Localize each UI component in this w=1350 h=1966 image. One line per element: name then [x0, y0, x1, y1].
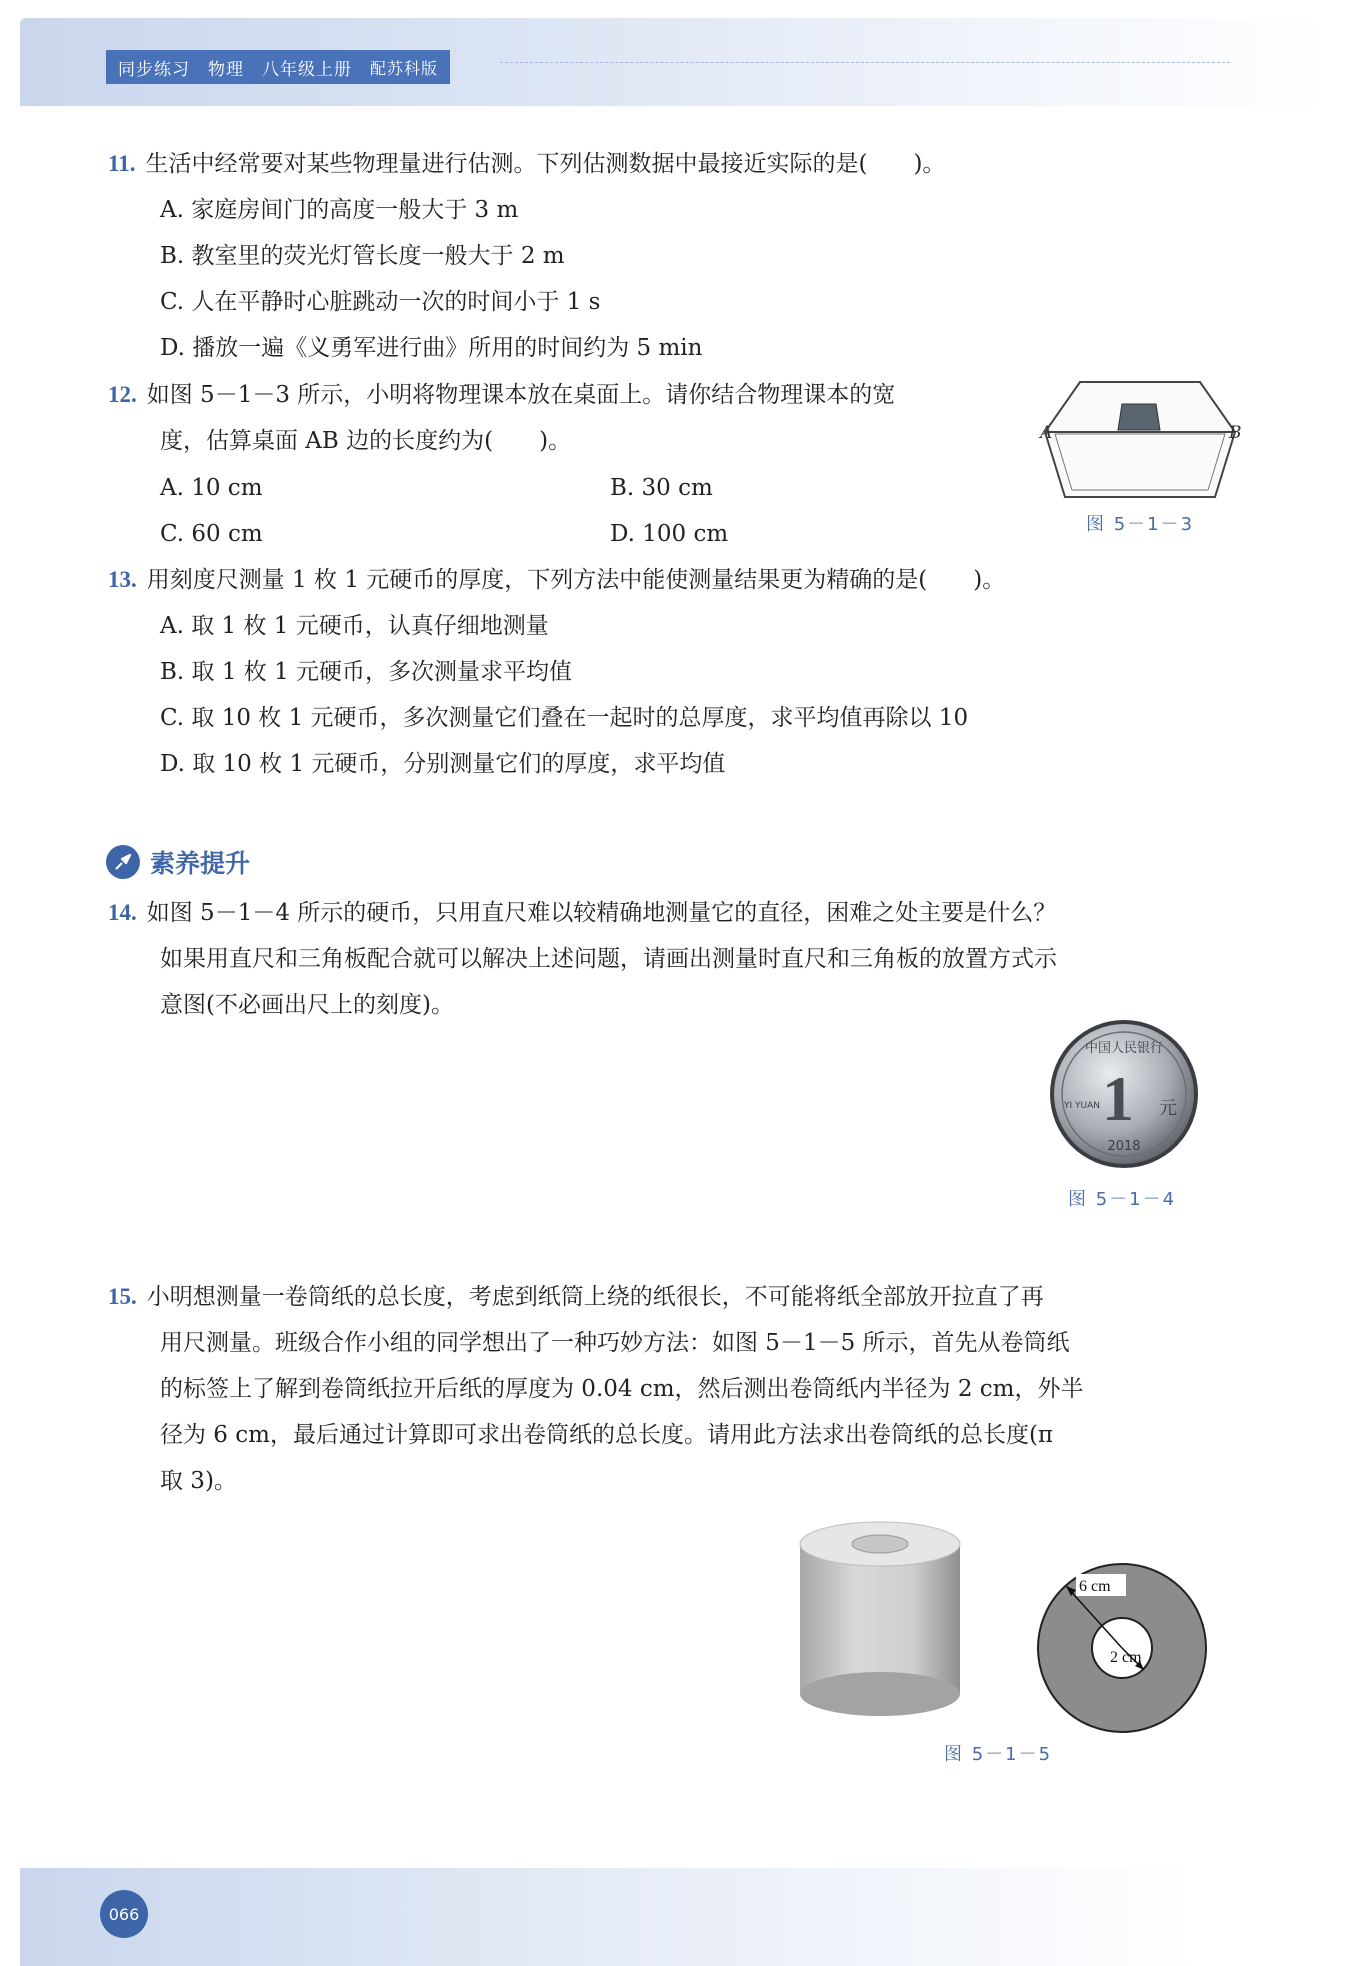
question-13 — [108, 557, 1005, 603]
option-a: A. 取 1 枚 1 元硬币，认真仔细地测量 — [160, 613, 549, 639]
desk-book-figure — [1040, 372, 1240, 512]
question-text-line5: 取 3)。 — [160, 1468, 237, 1494]
roll-cross-section — [1032, 1558, 1212, 1738]
page-number: 066 — [100, 1890, 148, 1938]
header-tag — [106, 50, 450, 84]
paper-roll-image — [790, 1522, 970, 1722]
question-text-line1: 如图 5－1－4 所示的硬币，只用直尺难以较精确地测量它的直径，困难之处主要是什么？ — [146, 900, 1057, 926]
question-number: 13. — [108, 567, 137, 592]
option-d: D. 100 cm — [610, 521, 729, 547]
figure-caption: 图 5－1－3 — [1086, 514, 1195, 535]
question-15 — [108, 1274, 1044, 1320]
question-number: 14. — [108, 900, 137, 925]
question-number: 11. — [108, 151, 136, 176]
question-text: 用刻度尺测量 1 枚 1 元硬币的厚度，下列方法中能使测量结果更为精确的是( )。 — [146, 567, 1006, 593]
question-14 — [108, 890, 1056, 936]
header-subject: 物理 — [208, 59, 244, 80]
question-number: 12. — [108, 382, 137, 407]
header-divider — [500, 62, 1230, 63]
coin-unit: 元 — [1159, 1098, 1177, 1119]
figure-caption: 图 5－1－5 — [944, 1744, 1053, 1765]
coin-left-text: YI YUAN — [1064, 1101, 1100, 1111]
inner-radius-label: 2 cm — [1110, 1649, 1142, 1666]
option-b: B. 30 cm — [610, 475, 713, 501]
coin-year: 2018 — [1107, 1139, 1141, 1154]
option-c: C. 取 10 枚 1 元硬币，多次测量它们叠在一起时的总厚度，求平均值再除以 10 — [160, 705, 969, 731]
question-text-line2: 如果用直尺和三角板配合就可以解决上述问题，请画出测量时直尺和三角板的放置方式示 — [160, 946, 1057, 972]
question-11 — [108, 141, 945, 187]
question-text-line4: 径为 6 cm，最后通过计算即可求出卷筒纸的总长度。请用此方法求出卷筒纸的总长度(π — [160, 1422, 1054, 1448]
option-b: B. 教室里的荧光灯管长度一般大于 2 m — [160, 243, 565, 269]
header-grade: 八年级上册 — [262, 59, 352, 80]
question-text-line2: 用尺测量。班级合作小组的同学想出了一种巧妙方法：如图 5－1－5 所示，首先从卷筒纸 — [160, 1330, 1070, 1356]
option-a: A. 10 cm — [160, 475, 263, 501]
section-title: 素养提升 — [150, 849, 251, 878]
question-text-line2: 度，估算桌面 AB 边的长度约为( )。 — [160, 428, 572, 454]
option-d: D. 取 10 枚 1 元硬币，分别测量它们的厚度，求平均值 — [160, 751, 726, 777]
option-d: D. 播放一遍《义勇军进行曲》所用的时间约为 5 min — [160, 335, 703, 361]
book-image — [1118, 404, 1160, 430]
label-b: B — [1229, 423, 1242, 443]
question-number: 15. — [108, 1284, 137, 1309]
coin-value: 1 — [1102, 1063, 1134, 1134]
rocket-icon — [106, 845, 140, 879]
question-text-line3: 意图(不必画出尺上的刻度)。 — [160, 992, 454, 1018]
question-text-line3: 的标签上了解到卷筒纸拉开后纸的厚度为 0.04 cm，然后测出卷筒纸内半径为 2 cm，外半 — [160, 1376, 1084, 1402]
header-series: 同步练习 — [118, 59, 190, 80]
question-12 — [108, 372, 895, 418]
coin-top-text: 中国人民银行 — [1084, 1041, 1164, 1056]
label-a: A — [1040, 423, 1053, 443]
question-text: 生活中经常要对某些物理量进行估测。下列估测数据中最接近实际的是( )。 — [145, 151, 946, 177]
outer-radius-label: 6 cm — [1079, 1578, 1111, 1595]
option-b: B. 取 1 枚 1 元硬币，多次测量求平均值 — [160, 659, 573, 685]
option-a: A. 家庭房间门的高度一般大于 3 m — [160, 197, 519, 223]
option-c: C. 60 cm — [160, 521, 263, 547]
coin-figure — [1048, 1018, 1200, 1170]
section-header — [106, 842, 250, 882]
question-text-line1: 如图 5－1－3 所示，小明将物理课本放在桌面上。请你结合物理课本的宽 — [146, 382, 896, 408]
figure-caption: 图 5－1－4 — [1068, 1189, 1177, 1210]
header-edition: 配苏科版 — [370, 58, 439, 78]
question-text-line1: 小明想测量一卷筒纸的总长度，考虑到纸筒上绕的纸很长，不可能将纸全部放开拉直了再 — [146, 1284, 1044, 1310]
option-c: C. 人在平静时心脏跳动一次的时间小于 1 s — [160, 289, 601, 315]
footer-band — [20, 1868, 1330, 1966]
